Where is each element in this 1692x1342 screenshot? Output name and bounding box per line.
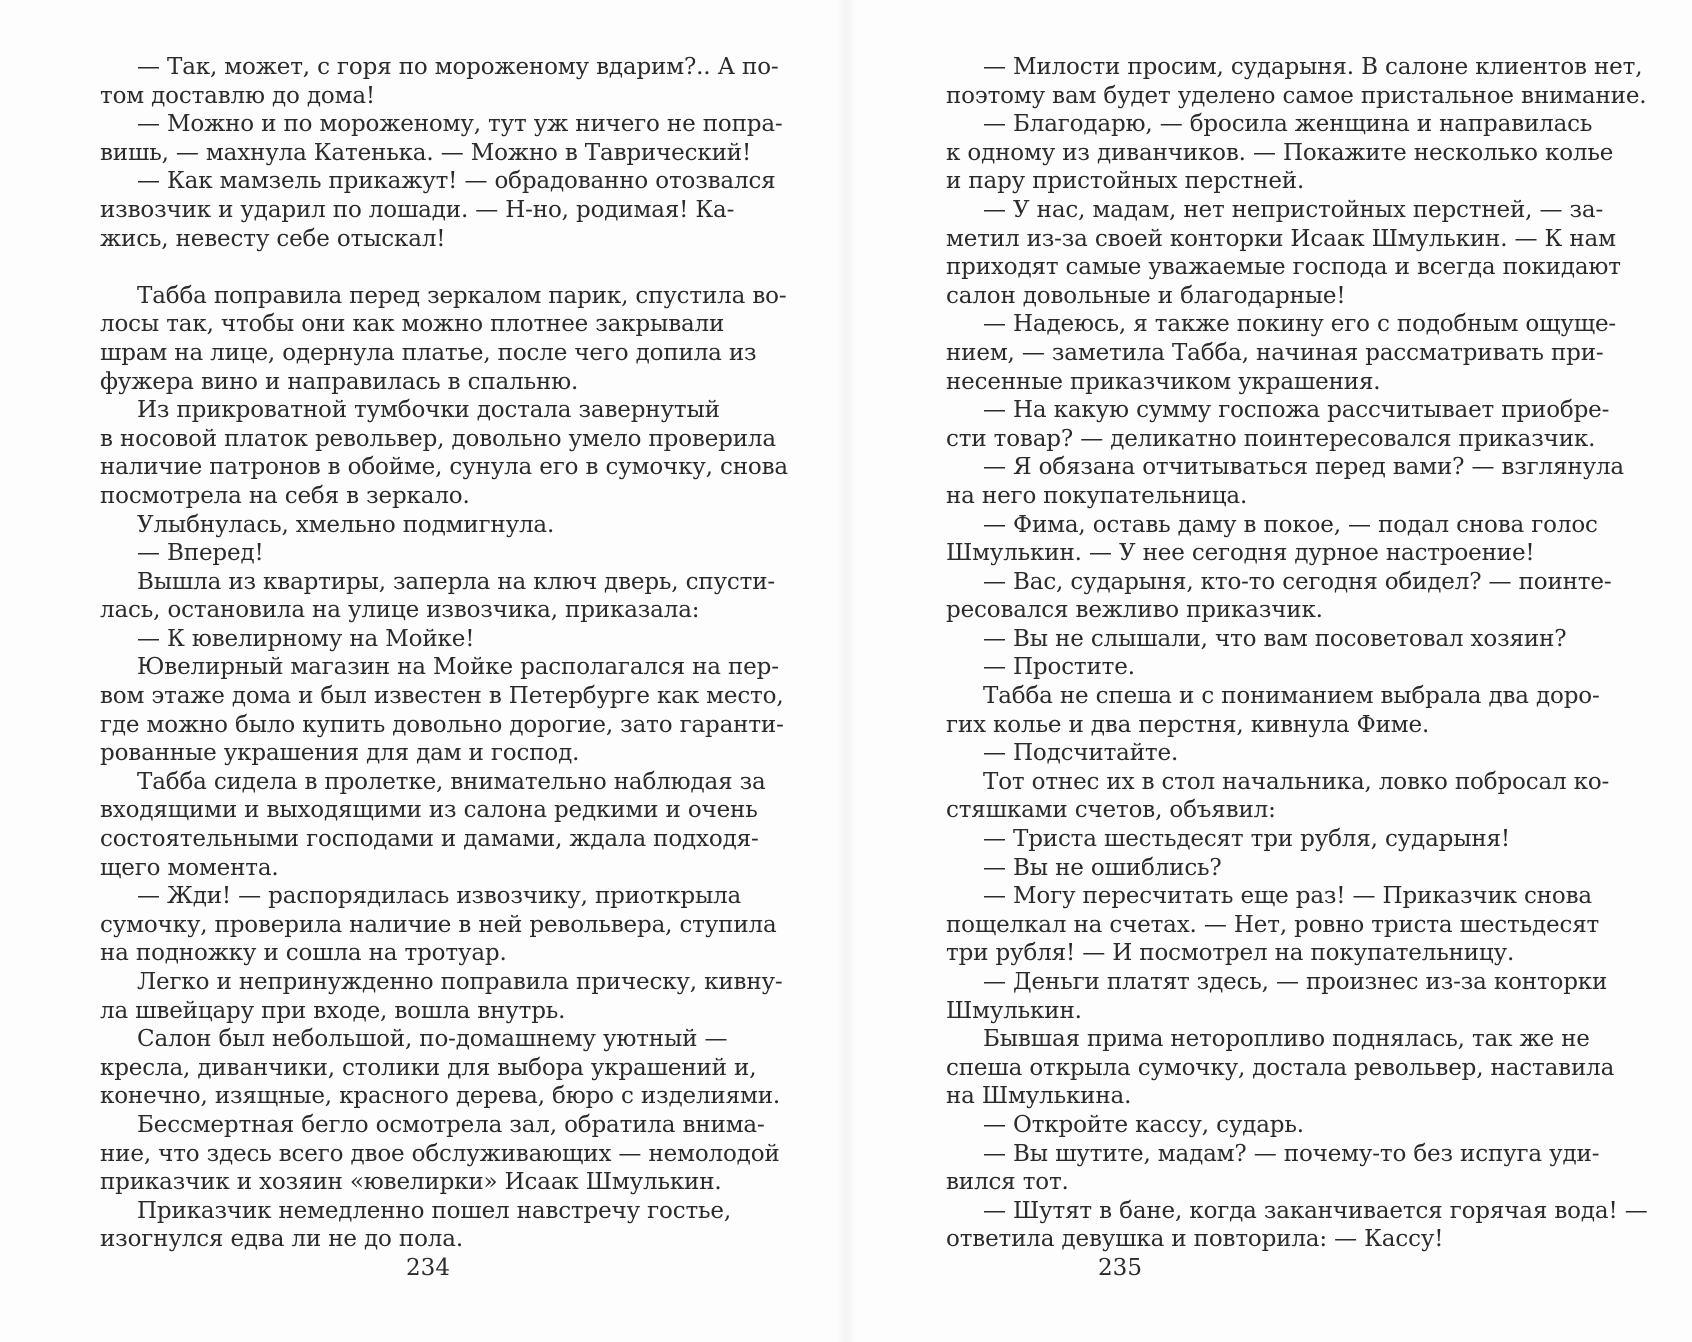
text-line: — Милости просим, сударыня. В салоне клиентов нет, bbox=[983, 54, 1643, 80]
text-line: пощелкал на счетах. — Нет, ровно триста шестьдесят bbox=[946, 911, 1600, 938]
text-line: поэтому вам будет уделено самое пристальное внимание. bbox=[946, 82, 1647, 109]
text-line: Приказчик немедленно пошел навстречу гостье, bbox=[137, 1197, 732, 1224]
text-line: Шмулькин. — У нее сегодня дурное настроение! bbox=[946, 540, 1535, 567]
text-line: — Как мамзель прикажут! — обрадованно отозвался bbox=[137, 168, 776, 195]
text-line: — Могу пересчитать еще раз! — Приказчик снова bbox=[983, 883, 1592, 910]
text-line: — Надеюсь, я также покину его с подобным ощуще- bbox=[983, 311, 1617, 338]
text-line: на подножку и сошла на тротуар. bbox=[100, 940, 507, 967]
section-break bbox=[100, 253, 760, 282]
text-line: нием, — заметила Табба, начиная рассматривать при- bbox=[946, 339, 1604, 366]
text-line: состоятельными господами и дамами, ждала подходя- bbox=[100, 826, 759, 853]
text-line: — Фима, оставь даму в покое, — подал снова голос bbox=[983, 511, 1598, 538]
text-line: — Благодарю, — бросила женщина и направилась bbox=[983, 111, 1593, 138]
text-line: Вышла из квартиры, заперла на ключ дверь, спусти- bbox=[137, 568, 775, 595]
text-line: Табба не спеша и с пониманием выбрала два доро- bbox=[983, 683, 1600, 710]
text-line: три рубля! — И посмотрел на покупательницу. bbox=[946, 940, 1515, 967]
page-number: 234 bbox=[406, 1255, 450, 1281]
text-line: — У нас, мадам, нет непристойных перстней, — за- bbox=[983, 196, 1604, 223]
text-line: несенные приказчиком украшения. bbox=[946, 368, 1381, 395]
text-line: щего момента. bbox=[100, 854, 279, 881]
text-line: — Подсчитайте. bbox=[983, 740, 1179, 767]
text-line: Тот отнес их в стол начальника, ловко побросал ко- bbox=[983, 768, 1610, 795]
text-line: — Жди! — распорядилась извозчику, приоткрыла bbox=[137, 883, 742, 910]
text-line: кресла, диванчики, столики для выбора украшений и, bbox=[100, 1054, 757, 1081]
text-line: ресовался вежливо приказчик. bbox=[946, 597, 1323, 624]
text-line: вился тот. bbox=[946, 1169, 1069, 1196]
text-line: Бессмертная бегло осмотрела зал, обратила внима- bbox=[137, 1111, 765, 1138]
text-line: на него покупательница. bbox=[946, 482, 1248, 509]
text-line: спеша открыла сумочку, достала револьвер, наставила bbox=[946, 1054, 1615, 1081]
text-line: шрам на лице, одернула платье, после чего допила из bbox=[100, 339, 757, 366]
text-line: стяшками счетов, объявил: bbox=[946, 797, 1276, 824]
text-line: к одному из диванчиков. — Покажите несколько колье bbox=[946, 139, 1614, 166]
text-line: конечно, изящные, красного дерева, бюро с изделиями. bbox=[100, 1083, 781, 1110]
text-line: Легко и непринужденно поправила прическу, кивну- bbox=[137, 969, 783, 995]
text-line: наличие патронов в обойме, сунула его в сумочку, снова bbox=[100, 454, 788, 481]
text-line: Ювелирный магазин на Мойке располагался на пер- bbox=[137, 654, 779, 681]
page-number: 235 bbox=[1098, 1255, 1142, 1281]
text-line: гих колье и два перстня, кивнула Фиме. bbox=[946, 711, 1430, 738]
text-line: Шмулькин. bbox=[946, 997, 1082, 1024]
text-line: лась, остановила на улице извозчика, приказала: bbox=[100, 597, 700, 624]
text-line: метил из-за своей конторки Исаак Шмулькин. — К нам bbox=[946, 225, 1616, 252]
text-line: на Шмулькина. bbox=[946, 1083, 1132, 1110]
text-line: Бывшая прима неторопливо поднялась, так же не bbox=[983, 1026, 1590, 1053]
text-line: рованные украшения для дам и господ. bbox=[100, 740, 580, 767]
text-line: — Вы шутите, мадам? — почему-то без испуга уди- bbox=[983, 1140, 1600, 1167]
right-page bbox=[846, 0, 1692, 1342]
text-line: Из прикроватной тумбочки достала завернутый bbox=[137, 397, 720, 424]
text-line: в носовой платок револьвер, довольно умело проверила bbox=[100, 425, 776, 452]
text-line: — К ювелирному на Мойке! bbox=[137, 625, 475, 652]
text-line: ние, что здесь всего двое обслуживающих — немолодой bbox=[100, 1140, 780, 1167]
left-page-text bbox=[100, 53, 788, 1254]
text-line: сумочку, проверила наличие в ней револьвера, ступила bbox=[100, 911, 777, 938]
text-line: и пару пристойных перстней. bbox=[946, 168, 1305, 195]
text-line: Табба поправила перед зеркалом парик, спустила во- bbox=[137, 282, 787, 309]
text-line: — Откройте кассу, сударь. bbox=[983, 1111, 1304, 1138]
text-line: — Вас, сударыня, кто-то сегодня обидел? — поинте- bbox=[983, 568, 1612, 595]
text-line: Табба сидела в пролетке, внимательно наблюдая за bbox=[137, 768, 766, 795]
text-line: жись, невесту себе отыскал! bbox=[100, 225, 446, 252]
text-line: — Шутят в бане, когда заканчивается горячая вода! — bbox=[983, 1197, 1648, 1224]
text-line: — Вы не ошиблись? bbox=[983, 854, 1222, 881]
text-line: посмотрела на себя в зеркало. bbox=[100, 482, 470, 509]
text-line: ла швейцару при входе, вошла внутрь. bbox=[100, 997, 566, 1024]
text-line: извозчик и ударил по лошади. — Н-но, родимая! Ка- bbox=[100, 196, 735, 223]
text-line: Улыбнулась, хмельно подмигнула. bbox=[137, 511, 555, 538]
text-line: лосы так, чтобы они как можно плотнее закрывали bbox=[100, 311, 725, 338]
text-line: входящими и выходящими из салона редкими и очень bbox=[100, 797, 758, 824]
right-page-text bbox=[946, 53, 1648, 1254]
text-line: вишь, — махнула Катенька. — Можно в Таврический! bbox=[100, 139, 752, 166]
text-line: — Я обязана отчитываться перед вами? — взглянула bbox=[983, 454, 1624, 481]
text-line: — Так, может, с горя по мороженому вдарим?.. А по- bbox=[137, 54, 779, 80]
text-line: — Вперед! bbox=[137, 540, 264, 567]
text-line: изогнулся едва ли не до пола. bbox=[100, 1226, 463, 1253]
text-line: Салон был небольшой, по-домашнему уютный — bbox=[137, 1026, 728, 1053]
text-line: салон довольные и благодарные! bbox=[946, 282, 1346, 309]
text-line: — Простите. bbox=[983, 654, 1135, 681]
text-line: том доставлю до дома! bbox=[100, 82, 376, 109]
text-line: вом этаже дома и был известен в Петербурге как место, bbox=[100, 683, 784, 710]
text-line: фужера вино и направилась в спальню. bbox=[100, 368, 579, 395]
text-line: приказчик и хозяин «ювелирки» Исаак Шмулькин. bbox=[100, 1169, 722, 1196]
text-line: — Деньги платят здесь, — произнес из-за конторки bbox=[983, 969, 1608, 995]
text-line: — На какую сумму госпожа рассчитывает приобре- bbox=[983, 397, 1610, 424]
text-line: сти товар? — деликатно поинтересовался приказчик. bbox=[946, 425, 1596, 452]
text-line: где можно было купить довольно дорогие, зато гаранти- bbox=[100, 711, 784, 738]
text-line: — Триста шестьдесят три рубля, сударыня! bbox=[983, 826, 1510, 853]
text-line: — Вы не слышали, что вам посоветовал хозяин? bbox=[983, 625, 1567, 652]
text-line: приходят самые уважаемые господа и всегда покидают bbox=[946, 254, 1621, 281]
text-line: ответила девушка и повторила: — Кассу! bbox=[946, 1226, 1444, 1253]
text-line: — Можно и по мороженому, тут уж ничего не попра- bbox=[137, 111, 783, 138]
